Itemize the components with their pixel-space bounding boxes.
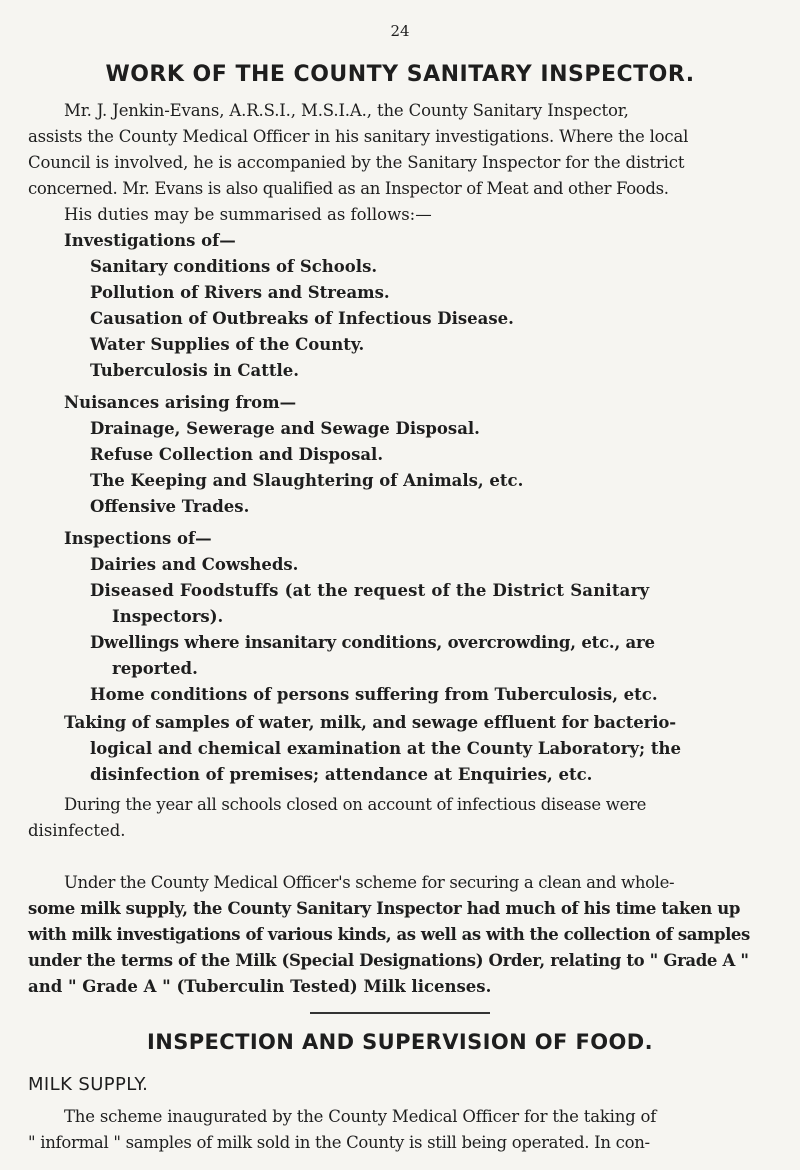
list-item-line: reported. bbox=[112, 659, 198, 678]
intro-line: assists the County Medical Officer in his sanitary investigations. Where the local bbox=[28, 127, 689, 146]
list-item-line: Diseased Foodstuffs (at the request of the District Sanitary bbox=[90, 581, 650, 600]
intro-paragraph bbox=[28, 98, 772, 228]
intro-line: Mr. J. Jenkin-Evans, A.R.S.I., M.S.I.A., the County Sanitary Inspector, bbox=[64, 101, 629, 120]
list-item: Refuse Collection and Disposal. bbox=[90, 445, 384, 464]
paragraph-line: During the year all schools closed on account of infectious disease were bbox=[64, 795, 647, 814]
list-item bbox=[90, 630, 760, 682]
list-item: Pollution of Rivers and Streams. bbox=[90, 283, 390, 302]
list-item bbox=[90, 578, 760, 630]
paragraph-line: disinfected. bbox=[28, 821, 126, 840]
page-number: 24 bbox=[390, 22, 410, 40]
list-item: Sanitary conditions of Schools. bbox=[90, 257, 378, 276]
list-item: Drainage, Sewerage and Sewage Disposal. bbox=[90, 419, 480, 438]
list-item: Offensive Trades. bbox=[90, 497, 250, 516]
intro-line: Council is involved, he is accompanied by the Sanitary Inspector for the district bbox=[28, 153, 685, 172]
paragraph-line: and " Grade A " (Tuberculin Tested) Milk licenses. bbox=[28, 977, 492, 996]
list-item: Dairies and Cowsheds. bbox=[90, 555, 299, 574]
milk-supply-paragraph bbox=[28, 1104, 772, 1156]
schools-paragraph bbox=[28, 792, 772, 844]
taking-samples-paragraph bbox=[64, 710, 774, 788]
list-item: Tuberculosis in Cattle. bbox=[90, 361, 299, 380]
list-item: Causation of Outbreaks of Infectious Disease. bbox=[90, 309, 514, 328]
paragraph-line: Taking of samples of water, milk, and sewage effluent for bacterio- bbox=[64, 713, 677, 732]
section-heading: INSPECTION AND SUPERVISION OF FOOD. bbox=[147, 1030, 653, 1054]
list-item-line: Inspectors). bbox=[112, 607, 224, 626]
paragraph-line: Under the County Medical Officer's scheme for securing a clean and whole- bbox=[64, 873, 675, 892]
section-divider bbox=[310, 1012, 490, 1014]
investigations-label: Investigations of— bbox=[64, 231, 236, 250]
milk-scheme-paragraph bbox=[28, 870, 772, 1000]
inspections-label: Inspections of— bbox=[64, 529, 212, 548]
paragraph-line: The scheme inaugurated by the County Medical Officer for the taking of bbox=[64, 1107, 657, 1126]
paragraph-line: under the terms of the Milk (Special Designations) Order, relating to " Grade A " bbox=[28, 951, 749, 970]
list-item: Water Supplies of the County. bbox=[90, 335, 365, 354]
list-item: Home conditions of persons suffering from Tuberculosis, etc. bbox=[90, 685, 658, 704]
list-item: The Keeping and Slaughtering of Animals, etc. bbox=[90, 471, 524, 490]
nuisances-label: Nuisances arising from— bbox=[64, 393, 297, 412]
page-title: WORK OF THE COUNTY SANITARY INSPECTOR. bbox=[105, 62, 695, 87]
paragraph-line: logical and chemical examination at the County Laboratory; the bbox=[90, 739, 681, 758]
paragraph-line: some milk supply, the County Sanitary Inspector had much of his time taken up bbox=[28, 899, 741, 918]
paragraph-line: with milk investigations of various kinds, as well as with the collection of samples bbox=[28, 925, 750, 944]
intro-line: His duties may be summarised as follows:— bbox=[64, 205, 432, 224]
section-subheading: MILK SUPPLY. bbox=[28, 1074, 149, 1095]
paragraph-line: disinfection of premises; attendance at Enquiries, etc. bbox=[90, 765, 593, 784]
intro-line: concerned. Mr. Evans is also qualified as an Inspector of Meat and other Foods. bbox=[28, 179, 669, 198]
list-item-line: Dwellings where insanitary conditions, overcrowding, etc., are bbox=[90, 633, 655, 652]
paragraph-line: " informal " samples of milk sold in the County is still being operated. In con- bbox=[28, 1133, 650, 1152]
